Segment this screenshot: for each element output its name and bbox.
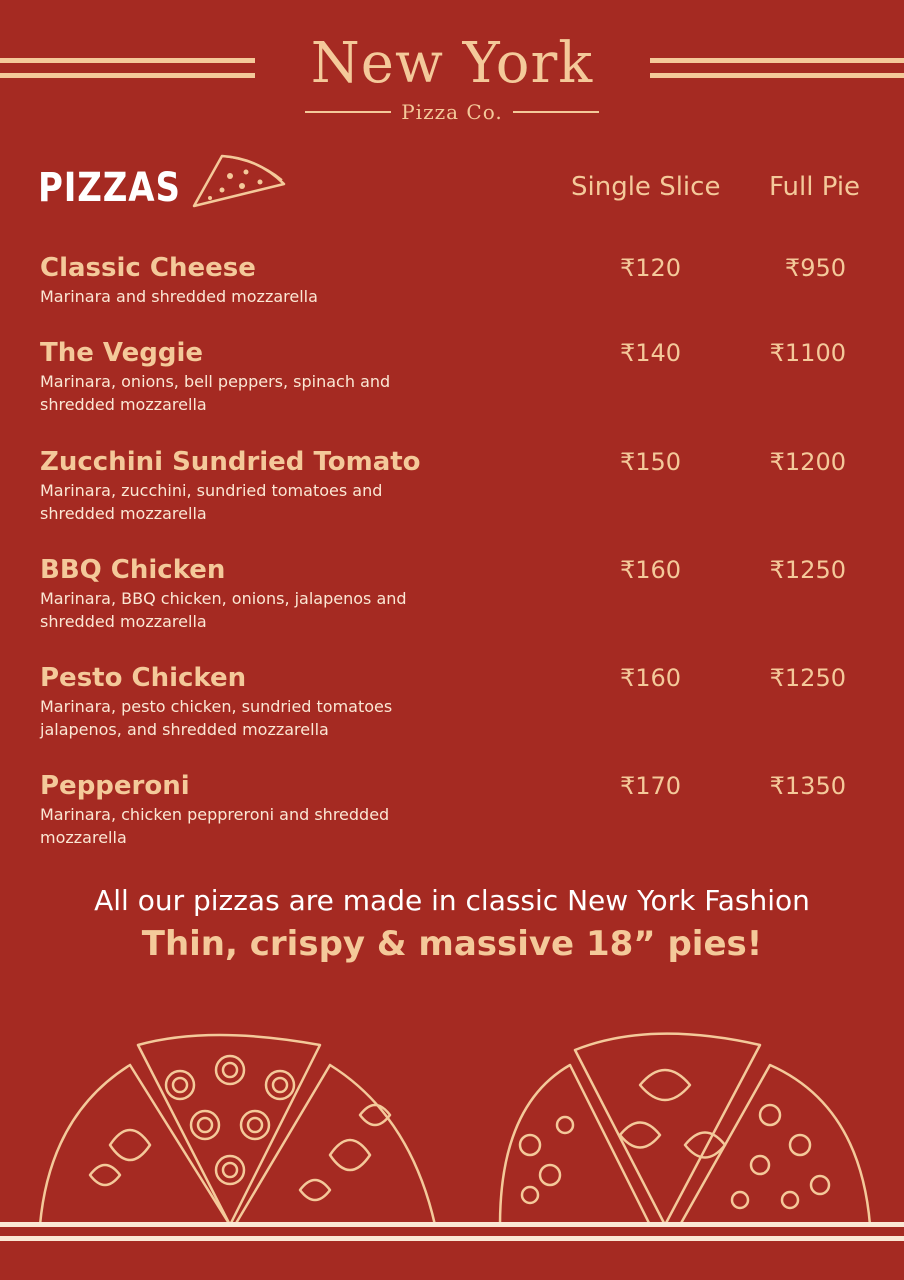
brand-subtitle-row bbox=[0, 100, 904, 124]
menu-item-name: Classic Cheese bbox=[40, 253, 256, 283]
menu-item-name: The Veggie bbox=[40, 338, 204, 368]
menu-item bbox=[40, 447, 880, 525]
price-full-pie: ₹1100 bbox=[769, 339, 846, 367]
menu-item bbox=[40, 663, 880, 741]
menu-item-name: BBQ Chicken bbox=[40, 555, 226, 585]
price-single-slice: ₹150 bbox=[620, 448, 682, 476]
price-single-slice: ₹160 bbox=[620, 556, 682, 584]
brand-subtitle-line-right bbox=[513, 111, 599, 113]
footer-line-bottom bbox=[0, 1236, 904, 1241]
menu-item bbox=[40, 338, 880, 416]
menu-item-description: Marinara, pesto chicken, sundried tomatoes jalapenos, and shredded mozzarella bbox=[40, 697, 393, 739]
column-header-full-pie: Full Pie bbox=[769, 172, 861, 202]
price-single-slice: ₹170 bbox=[620, 772, 682, 800]
menu-item-description: Marinara, chicken peppreroni and shredded mozzarella bbox=[40, 805, 390, 847]
pizza-illustration-left-icon bbox=[30, 1025, 440, 1225]
price-full-pie: ₹1250 bbox=[769, 556, 846, 584]
tagline-line-2: Thin, crispy & massive 18” pies! bbox=[141, 924, 763, 964]
tagline-line-1: All our pizzas are made in classic New York Fashion bbox=[94, 884, 810, 917]
menu-item-name: Zucchini Sundried Tomato bbox=[40, 447, 421, 477]
menu-item-description: Marinara and shredded mozzarella bbox=[40, 287, 318, 306]
price-full-pie: ₹1350 bbox=[769, 772, 846, 800]
pizza-slice-icon bbox=[188, 148, 288, 212]
brand-subtitle: Pizza Co. bbox=[401, 100, 503, 124]
brand-title: New York bbox=[310, 31, 594, 96]
menu-item bbox=[40, 253, 880, 308]
menu-item-description: Marinara, onions, bell peppers, spinach and shredded mozzarella bbox=[40, 372, 391, 414]
pizza-illustration-right-icon bbox=[470, 1025, 880, 1225]
menu-item-name: Pepperoni bbox=[40, 771, 190, 801]
price-full-pie: ₹1250 bbox=[769, 664, 846, 692]
menu-item-name: Pesto Chicken bbox=[40, 663, 247, 693]
price-full-pie: ₹950 bbox=[784, 254, 846, 282]
menu-item-description: Marinara, zucchini, sundried tomatoes and shredded mozzarella bbox=[40, 481, 383, 523]
column-header-single-slice: Single Slice bbox=[571, 172, 721, 202]
brand-subtitle-line-left bbox=[305, 111, 391, 113]
menu-item-description: Marinara, BBQ chicken, onions, jalapenos and shredded mozzarella bbox=[40, 589, 407, 631]
price-single-slice: ₹120 bbox=[620, 254, 682, 282]
footer-line-top bbox=[0, 1222, 904, 1227]
section-title: PIZZAS bbox=[38, 165, 181, 211]
price-single-slice: ₹140 bbox=[620, 339, 682, 367]
price-full-pie: ₹1200 bbox=[769, 448, 846, 476]
brand-logo bbox=[0, 31, 904, 124]
price-single-slice: ₹160 bbox=[620, 664, 682, 692]
menu-item bbox=[40, 555, 880, 633]
menu-item bbox=[40, 771, 880, 849]
